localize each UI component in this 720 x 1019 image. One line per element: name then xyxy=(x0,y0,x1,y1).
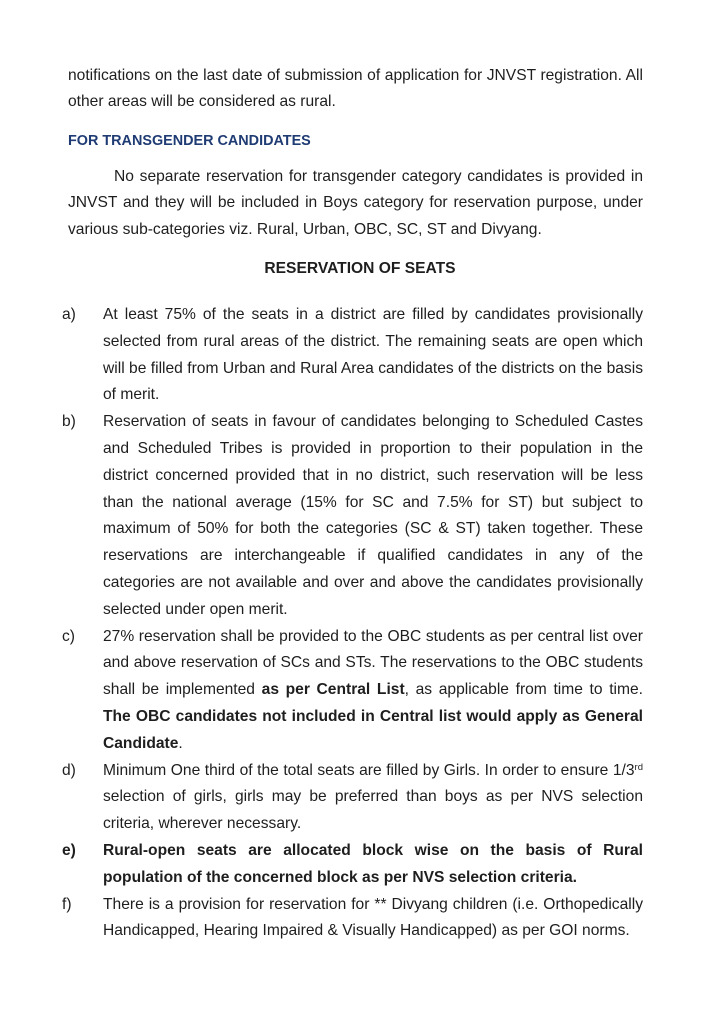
list-item-text xyxy=(103,758,643,838)
list-item-text: Rural-open seats are allocated block wise on the basis of Rural population of the concerned block as per NVS selection criteria. xyxy=(103,841,643,886)
list-marker: b) xyxy=(62,413,76,431)
reservation-heading: RESERVATION OF SEATS xyxy=(264,260,456,277)
list-item-a xyxy=(62,302,643,409)
list-item-text: Reservation of seats in favour of candidates belonging to Scheduled Castes and Scheduled Tribes is provided in proportion to their population in the district concerned provided that in no district, such reservation will be less than the national average (15% for SC and 7.5% for ST) but subject to maximum of 50% for both the categories (SC & ST) taken together. These reservations are interchangeable if qualified candidates in any of the categories are not available and over and above the candidates provisionally selected under open merit. xyxy=(103,413,643,618)
text-segment: 27% reservation shall be provided to the OBC students as per central list over and above reservation of SCs and STs. The reservations to the OBC students shall be implemented xyxy=(103,627,643,699)
list-item-b xyxy=(62,409,643,623)
superscript: rd xyxy=(634,761,643,773)
list-item-text: There is a provision for reservation for ** Divyang children (i.e. Orthopedically Handicapped, Hearing Impaired & Visually Handicapped) as per GOI norms. xyxy=(103,895,643,940)
bold-segment: as per Central List xyxy=(261,681,405,699)
list-item-e xyxy=(62,838,643,892)
text-segment: selection of girls, girls may be preferred than boys as per NVS selection criteria, wherever necessary. xyxy=(103,788,643,833)
list-item-f xyxy=(62,892,643,946)
list-marker: a) xyxy=(62,306,76,323)
reservation-list xyxy=(62,302,643,945)
list-item-c xyxy=(62,624,643,758)
list-item-text: At least 75% of the seats in a district are filled by candidates provisionally selected from rural areas of the district. The remaining seats are open which will be filled from Urban and Rural Area candidates of the districts on the basis of merit. xyxy=(103,306,643,404)
list-marker: d) xyxy=(62,761,76,779)
list-item-d xyxy=(62,758,643,838)
intro-paragraph: notifications on the last date of submission of application for JNVST registration. All other areas will be considered as rural. xyxy=(68,66,643,111)
text-segment: Minimum One third of the total seats are filled by Girls. In order to ensure 1/3 xyxy=(103,761,635,779)
text-segment: . xyxy=(178,734,183,752)
transgender-paragraph: No separate reservation for transgender category candidates is provided in JNVST and they will be included in Boys category for reservation purpose, under various sub-categories viz. Rural, Urban, OBC, SC, ST and Divyang. xyxy=(68,167,643,239)
transgender-heading: FOR TRANSGENDER CANDIDATES xyxy=(68,133,311,149)
list-marker: c) xyxy=(62,627,75,645)
bold-segment: The OBC candidates not included in Central list would apply as General Candidate xyxy=(103,707,643,752)
list-item-text xyxy=(103,624,643,758)
text-segment: , as applicable from time to time. xyxy=(404,681,643,699)
list-marker: f) xyxy=(62,895,72,913)
list-marker: e) xyxy=(62,841,76,859)
